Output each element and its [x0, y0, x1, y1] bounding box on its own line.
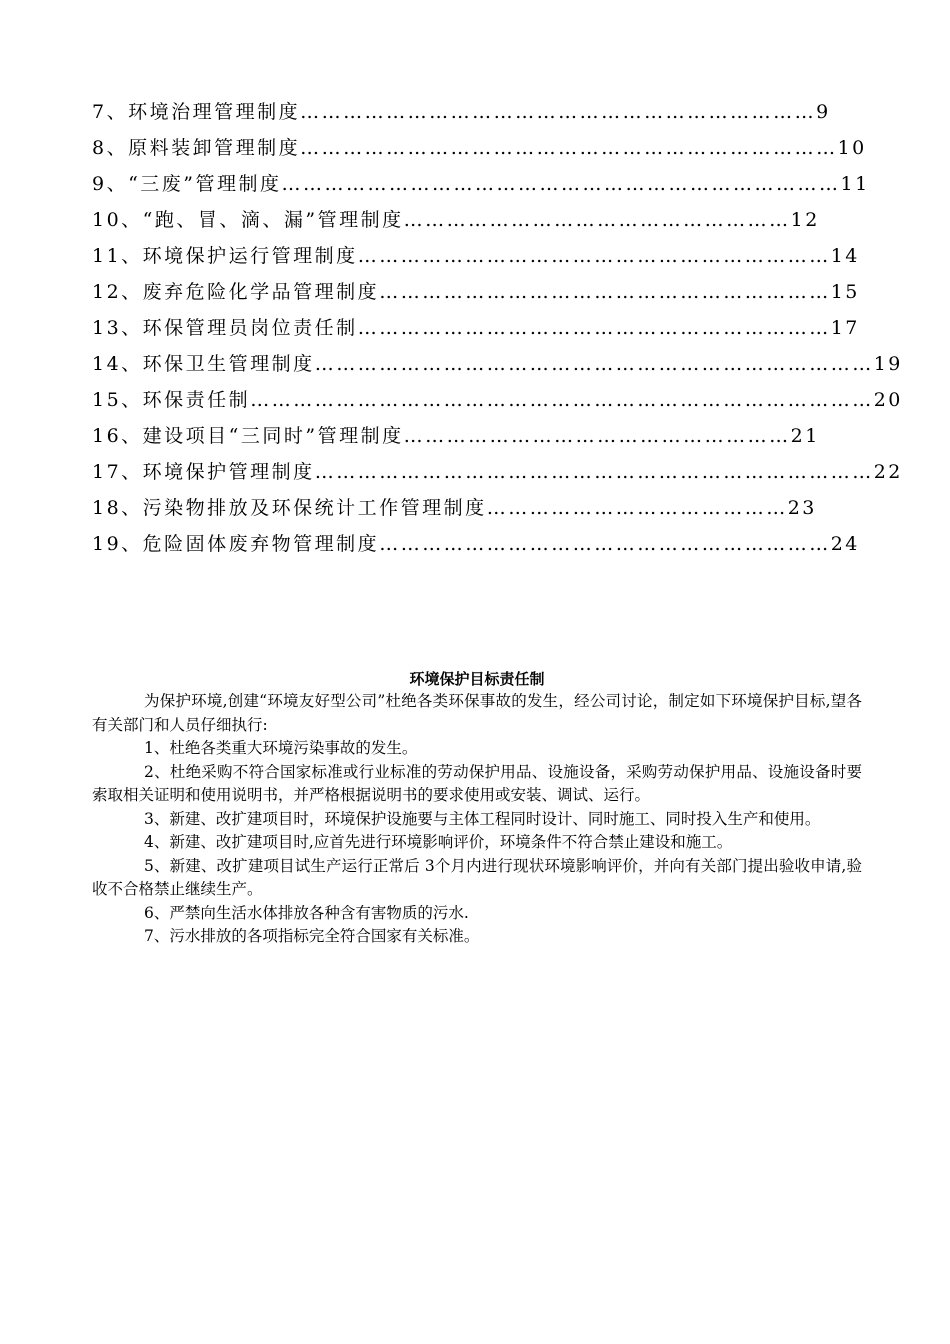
toc-entry-label: 15、环保责任制 — [92, 389, 251, 411]
toc-leader-dots: ……………………………………………… — [403, 209, 791, 231]
toc-leader-dots: …………………………………………………………………… — [314, 353, 874, 375]
environmental-responsibility-section — [92, 668, 862, 949]
toc-entry[interactable] — [92, 94, 832, 130]
toc-page-number: 15 — [830, 281, 860, 303]
toc-entry-label: 11、环境保护运行管理制度 — [92, 245, 358, 267]
table-of-contents — [92, 94, 903, 562]
item-paragraph: 4、新建、改扩建项目时,应首先进行环境影响评价，环境条件不符合禁止建设和施工。 — [144, 833, 733, 851]
toc-leader-dots: …………………………………………………………………… — [281, 173, 841, 195]
toc-page-number: 20 — [873, 389, 903, 411]
toc-leader-dots: ………………………………………………………… — [357, 245, 831, 267]
toc-page-number: 17 — [830, 317, 860, 339]
toc-page-number: 22 — [873, 461, 903, 483]
toc-entry-label: 8、原料装卸管理制度 — [92, 137, 301, 159]
item-paragraph: 2、杜绝采购不符合国家标准或行业标准的劳动保护用品、设施设备，采购劳动保护用品、设施设备时要索取相关证明和使用说明书，并严格根据说明书的要求使用或安装、调试、运行。 — [92, 762, 862, 804]
toc-entry[interactable] — [92, 454, 903, 490]
toc-entry[interactable] — [92, 310, 860, 346]
toc-entry[interactable] — [92, 526, 860, 562]
toc-entry[interactable] — [92, 202, 832, 238]
item-paragraph: 7、污水排放的各项指标完全符合国家有关标准。 — [144, 927, 480, 945]
toc-page-number: 14 — [830, 245, 860, 267]
section-title: 环境保护目标责任制 — [409, 670, 545, 688]
toc-entry[interactable] — [92, 238, 860, 274]
item-paragraph: 6、严禁向生活水体排放各种含有害物质的污水. — [144, 903, 469, 922]
toc-entry[interactable] — [92, 418, 832, 454]
toc-page-number: 21 — [790, 425, 820, 447]
toc-leader-dots: ………………………………………………………………… — [300, 137, 838, 159]
toc-leader-dots: ………………………………………………………… — [357, 317, 831, 339]
toc-leader-dots: ……………………………………………………… — [379, 281, 831, 303]
toc-entry-label: 13、环保管理员岗位责任制 — [92, 317, 358, 339]
toc-entry[interactable] — [92, 274, 860, 310]
toc-page-number: 24 — [830, 533, 860, 555]
toc-entry-label: 16、建设项目“三同时”管理制度 — [92, 425, 404, 447]
toc-page-number: 23 — [787, 497, 817, 519]
toc-leader-dots: ……………………………………………………………… — [300, 101, 817, 123]
toc-entry-label: 14、环保卫生管理制度 — [92, 353, 315, 375]
toc-entry-label: 19、危险固体废弃物管理制度 — [92, 533, 380, 555]
toc-entry-label: 17、环境保护管理制度 — [92, 461, 315, 483]
item-paragraph: 3、新建、改扩建项目时，环境保护设施要与主体工程同时设计、同时施工、同时投入生产和使用。 — [144, 809, 821, 828]
toc-entry[interactable] — [92, 382, 903, 418]
toc-page-number: 19 — [873, 353, 903, 375]
toc-entry-label: 7、环境治理管理制度 — [92, 101, 301, 123]
toc-entry-label: 10、“跑、冒、滴、漏”管理制度 — [92, 209, 404, 231]
toc-leader-dots: …………………………………………………………………… — [314, 461, 874, 483]
toc-leader-dots: ……………………………………………………… — [379, 533, 831, 555]
toc-entry[interactable] — [92, 130, 867, 166]
intro-paragraph: 为保护环境,创建“环境友好型公司”杜绝各类环保事故的发生，经公司讨论，制定如下环境保护目标,望各有关部门和人员仔细执行: — [92, 692, 862, 734]
toc-entry-label: 12、废弃危险化学品管理制度 — [92, 281, 380, 303]
toc-entry[interactable] — [92, 166, 870, 202]
toc-leader-dots: ……………………………………………… — [403, 425, 791, 447]
toc-entry[interactable] — [92, 346, 903, 382]
toc-leader-dots: …………………………………… — [486, 497, 788, 519]
item-paragraph: 5、新建、改扩建项目试生产运行正常后 3个月内进行现状环境影响评价，并向有关部门提出验收申请,验收不合格禁止继续生产。 — [92, 856, 862, 898]
toc-entry-label: 18、污染物排放及环保统计工作管理制度 — [92, 497, 487, 519]
toc-entry-label: 9、“三废”管理制度 — [92, 173, 282, 195]
toc-page-number: 12 — [790, 209, 820, 231]
toc-page-number: 9 — [816, 101, 831, 123]
toc-page-number: 10 — [837, 137, 867, 159]
toc-entry[interactable] — [92, 490, 832, 526]
toc-page-number: 11 — [840, 173, 870, 195]
toc-leader-dots: …………………………………………………………………………… — [250, 389, 874, 411]
item-paragraph: 1、杜绝各类重大环境污染事故的发生。 — [144, 739, 418, 757]
